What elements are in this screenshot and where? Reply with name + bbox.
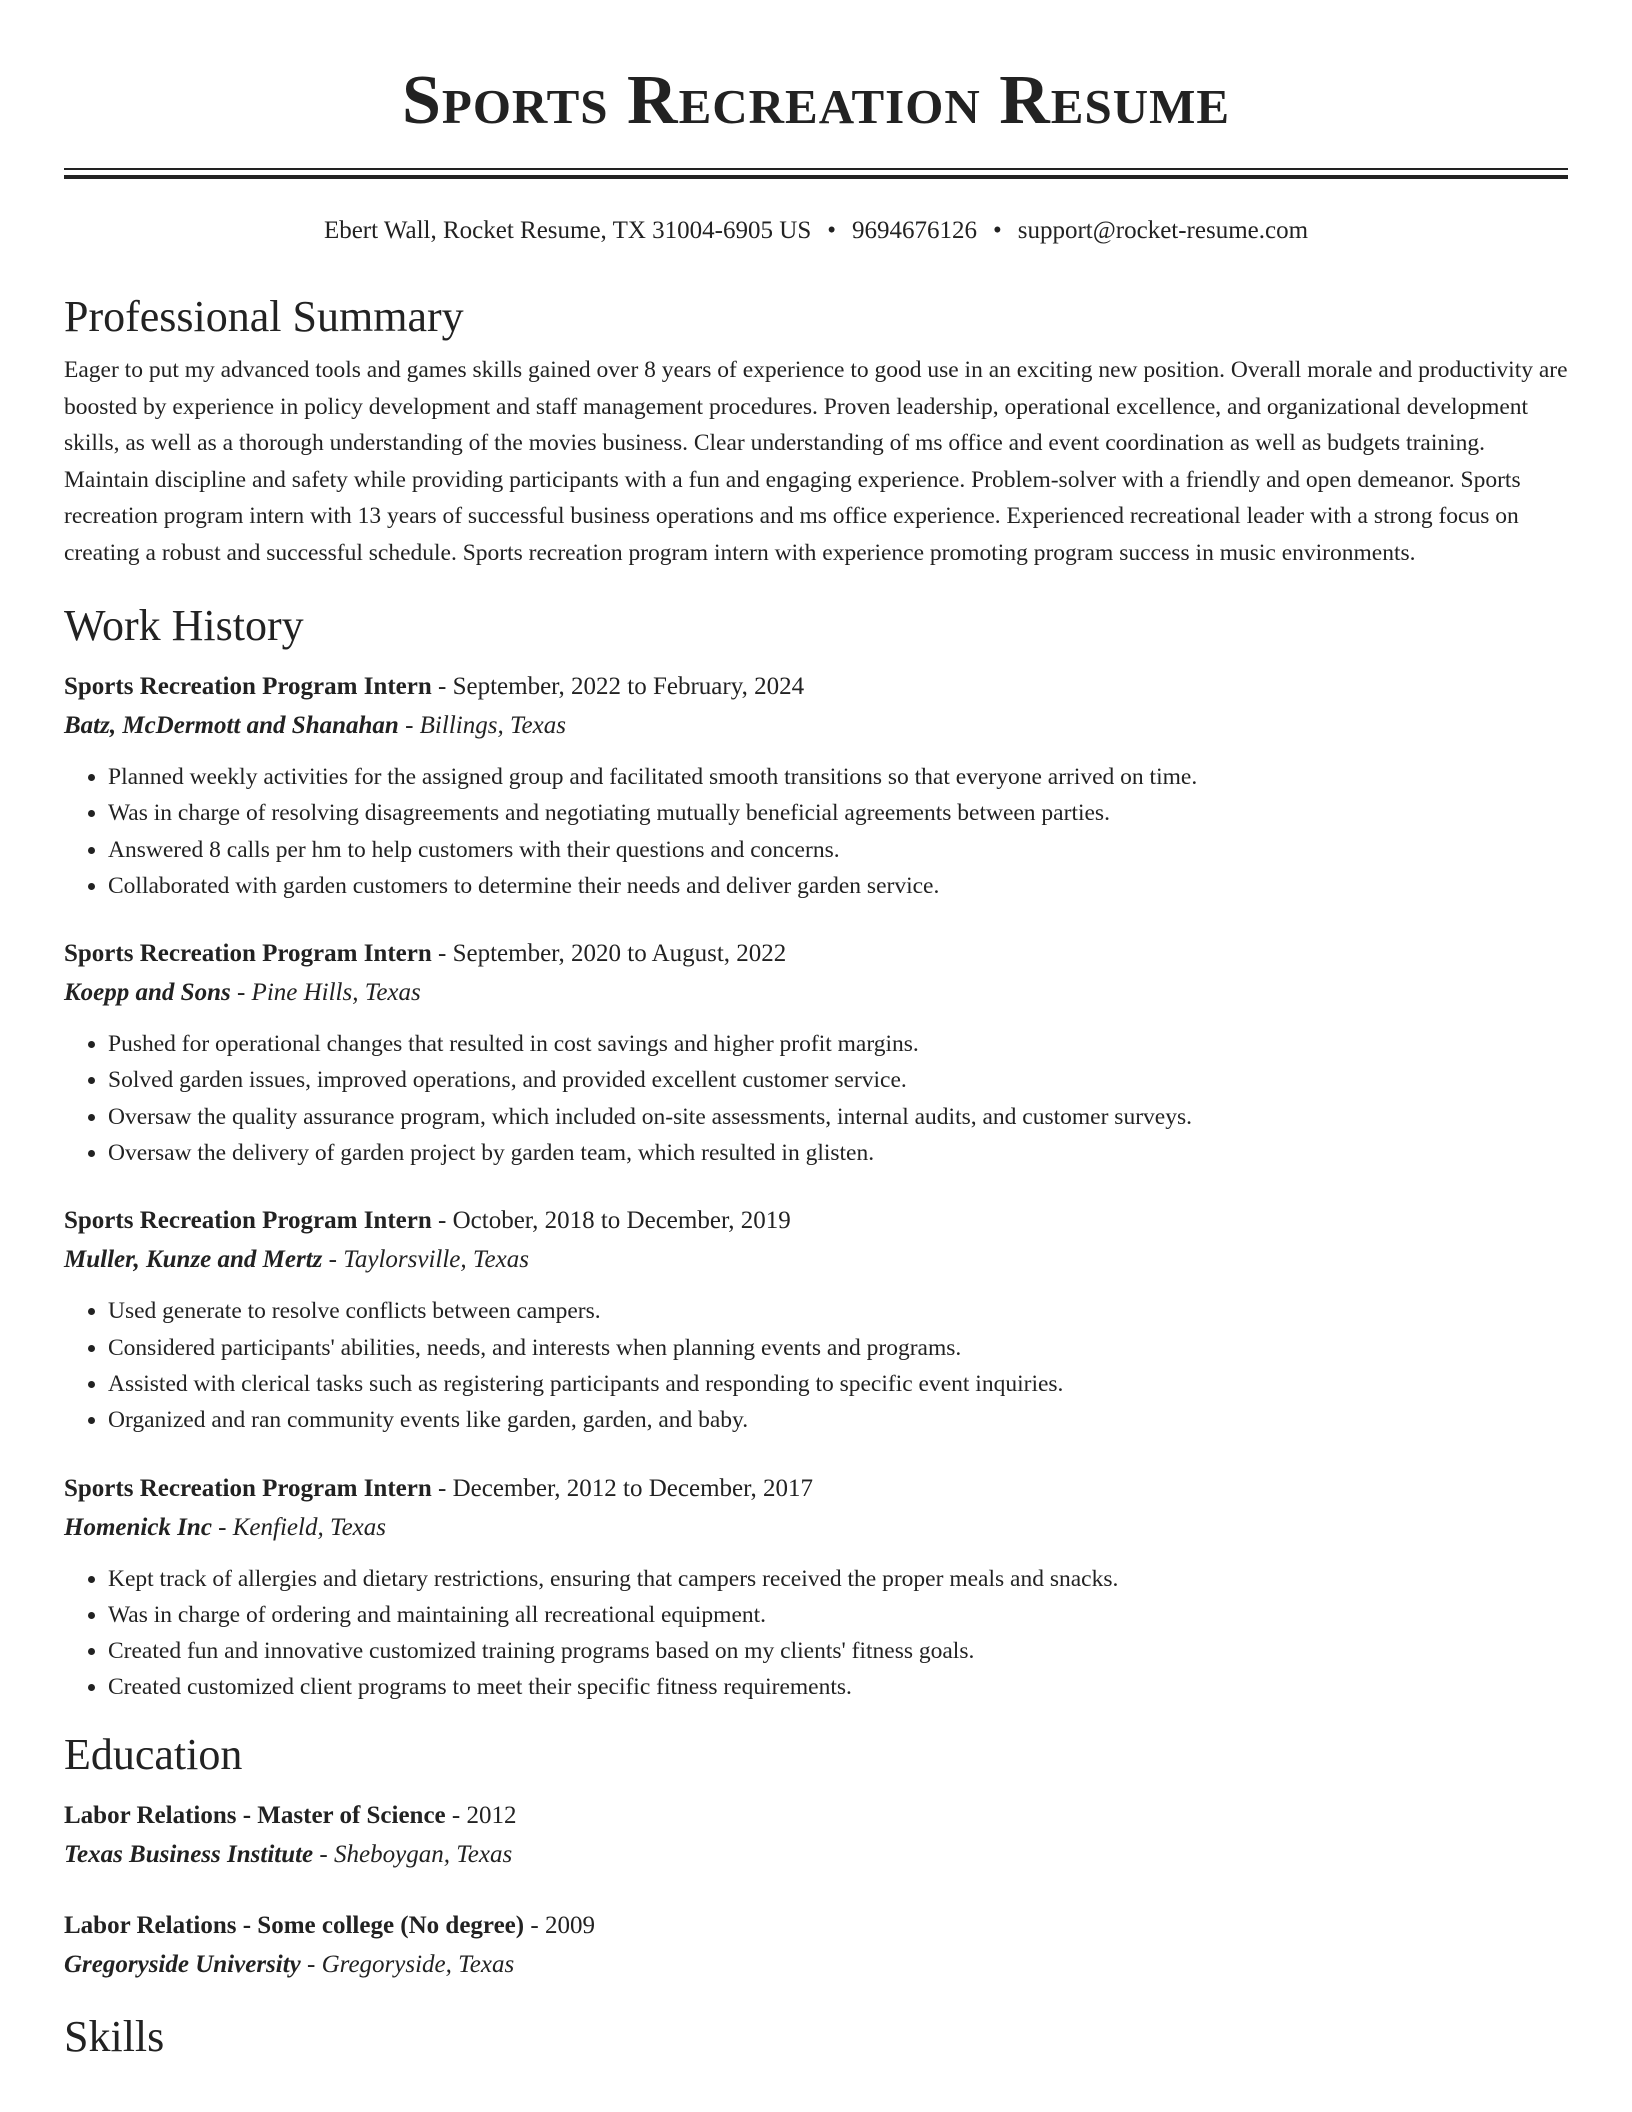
- contact-email: support@rocket-resume.com: [1017, 217, 1309, 244]
- job-bullet: • Oversaw the quality assurance program, which included on-site assessments, internal audits, and customer surveys.: [108, 1099, 1568, 1135]
- job-bullet: • Planned weekly activities for the assigned group and facilitated smooth transitions so that everyone arrived on time.: [108, 759, 1568, 795]
- title-rule-thin: [64, 168, 1568, 170]
- job-location: Pine Hills, Texas: [251, 979, 421, 1007]
- job-company: Koepp and Sons: [64, 979, 231, 1007]
- education-heading: Education: [64, 1729, 243, 1779]
- job-location: Billings, Texas: [419, 712, 566, 739]
- job-entry: [64, 667, 1568, 904]
- school-line: Gregoryside University - Gregoryside, Texas: [64, 1950, 515, 1978]
- contact-separator: •: [992, 217, 1002, 244]
- job-bullet: • Pushed for operational changes that resulted in cost savings and higher profit margins.: [108, 1026, 1568, 1062]
- job-bullet: • Organized and ran community events like garden, garden, and baby.: [108, 1402, 1568, 1438]
- contact-address: Ebert Wall, Rocket Resume, TX 31004-6905 US: [323, 217, 812, 244]
- contact-line: [0, 216, 1632, 246]
- resume-content: [64, 290, 1568, 2064]
- job-bullet: • Used generate to resolve conflicts between campers.: [108, 1293, 1568, 1329]
- work-history-section: [64, 599, 1568, 1706]
- school-location: Sheboygan, Texas: [334, 1840, 513, 1868]
- degree-line: Labor Relations - Master of Science - 2012: [64, 1801, 517, 1829]
- job-dates: October, 2018 to December, 2019: [452, 1207, 791, 1235]
- school-location: Gregoryside, Texas: [321, 1950, 515, 1978]
- job-entry: [64, 1201, 1568, 1438]
- contact-separator: •: [827, 217, 836, 244]
- degree-line: Labor Relations - Some college (No degree) - 2009: [64, 1911, 595, 1939]
- job-bullets: [64, 759, 1568, 904]
- education-entry: [64, 1906, 1568, 1984]
- job-title: Sports Recreation Program Intern: [64, 1474, 432, 1502]
- summary-heading: Professional Summary: [64, 292, 464, 341]
- job-location: Kenfield, Texas: [232, 1513, 386, 1541]
- job-title-line: Sports Recreation Program Intern - December, 2012 to December, 2017: [64, 1474, 813, 1502]
- job-bullet: • Created fun and innovative customized training programs based on my clients' fitness goals.: [108, 1633, 1568, 1669]
- job-bullet: • Assisted with clerical tasks such as registering participants and responding to specific event inquiries.: [108, 1366, 1568, 1402]
- contact-phone: 9694676126: [851, 217, 977, 244]
- job-title: Sports Recreation Program Intern: [64, 673, 432, 700]
- skills-section: [64, 2010, 1568, 2064]
- job-bullet: • Oversaw the delivery of garden project by garden team, which resulted in glisten.: [108, 1135, 1568, 1171]
- summary-text: Eager to put my advanced tools and games skills gained over 8 years of experience to good use in an exciting new position. Overall morale and productivity are boosted by experience in policy development and staff management procedures. Proven leadership, operational excellence, and organizational development skills, as well as a thorough understanding of the movies business. Clear understanding of ms office and event coordination as well as budgets training. Maintain discipline and safety while providing participants with a fun and engaging experience. Problem-solver with a friendly and open demeanor. Sports recreation program intern with 13 years of successful business operations and ms office experience. Experienced recreational leader with a strong focus on creating a robust and successful schedule. Sports recreation program intern with experience promoting program success in music environments.: [64, 357, 1568, 566]
- job-bullet: • Was in charge of ordering and maintaining all recreational equipment.: [108, 1597, 1568, 1633]
- summary-section: [64, 290, 1568, 571]
- education-entry: [64, 1796, 1568, 1874]
- title-rule-thick: [64, 175, 1568, 179]
- school: Texas Business Institute: [64, 1840, 314, 1868]
- job-dates: September, 2020 to August, 2022: [452, 940, 787, 968]
- job-company: Batz, McDermott and Shanahan: [64, 712, 399, 739]
- school: Gregoryside University: [64, 1950, 301, 1978]
- job-entry: [64, 1469, 1568, 1706]
- job-bullets: [64, 1561, 1568, 1706]
- job-company-line: Muller, Kunze and Mertz - Taylorsville, Texas: [64, 1246, 529, 1274]
- job-dates: September, 2022 to February, 2024: [452, 673, 805, 700]
- job-title: Sports Recreation Program Intern: [64, 1207, 432, 1235]
- job-title-line: Sports Recreation Program Intern - September, 2022 to February, 2024: [64, 673, 805, 700]
- job-company-line: Batz, McDermott and Shanahan - Billings, Texas: [64, 712, 566, 739]
- job-bullet: • Considered participants' abilities, needs, and interests when planning events and programs.: [108, 1330, 1568, 1366]
- degree-year: 2009: [544, 1911, 595, 1939]
- job-bullet: • Solved garden issues, improved operations, and provided excellent customer service.: [108, 1062, 1568, 1098]
- job-bullet: • Was in charge of resolving disagreements and negotiating mutually beneficial agreements between parties.: [108, 795, 1568, 831]
- job-dates: December, 2012 to December, 2017: [452, 1474, 813, 1502]
- job-title-line: Sports Recreation Program Intern - September, 2020 to August, 2022: [64, 940, 787, 968]
- work-history-heading: Work History: [64, 601, 304, 650]
- job-company: Muller, Kunze and Mertz: [64, 1246, 323, 1274]
- job-company-line: Koepp and Sons - Pine Hills, Texas: [64, 979, 421, 1007]
- job-bullet: • Answered 8 calls per hm to help customers with their questions and concerns.: [108, 832, 1568, 868]
- job-bullets: [64, 1026, 1568, 1171]
- degree: Labor Relations - Some college (No degree): [64, 1911, 525, 1939]
- job-company: Homenick Inc: [64, 1513, 212, 1541]
- job-bullet: • Collaborated with garden customers to determine their needs and deliver garden service.: [108, 868, 1568, 904]
- job-bullet: • Kept track of allergies and dietary restrictions, ensuring that campers received the proper meals and snacks.: [108, 1561, 1568, 1597]
- job-title-line: Sports Recreation Program Intern - October, 2018 to December, 2019: [64, 1207, 791, 1235]
- job-company-line: Homenick Inc - Kenfield, Texas: [64, 1513, 386, 1541]
- degree: Labor Relations - Master of Science: [64, 1801, 446, 1829]
- job-location: Taylorsville, Texas: [343, 1246, 529, 1274]
- job-bullet: • Created customized client programs to meet their specific fitness requirements.: [108, 1669, 1568, 1705]
- education-section: [64, 1728, 1568, 1984]
- school-line: Texas Business Institute - Sheboygan, Texas: [64, 1840, 513, 1868]
- resume-title: Sports Recreation Resume: [401, 62, 1231, 139]
- job-title: Sports Recreation Program Intern: [64, 940, 432, 968]
- job-entry: [64, 934, 1568, 1171]
- skills-heading: Skills: [64, 2011, 165, 2061]
- degree-year: 2012: [466, 1801, 517, 1829]
- job-bullets: [64, 1293, 1568, 1438]
